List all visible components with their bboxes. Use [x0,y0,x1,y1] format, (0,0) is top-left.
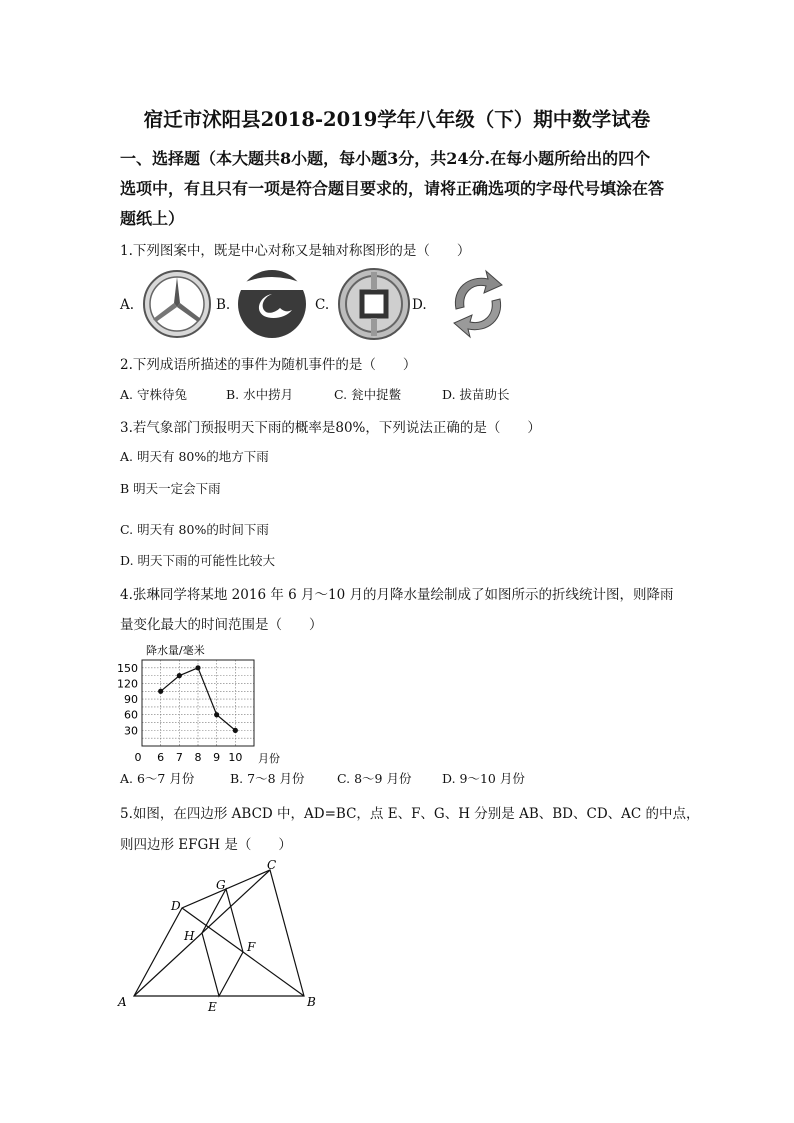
q3-option-b: B 明天一定会下雨 [120,481,221,496]
q1-option-a-label: A. [120,297,135,313]
origin-label: 0 [134,751,142,764]
data-point [233,728,238,733]
data-point [214,712,219,717]
y-tick-label: 60 [124,708,138,722]
vertex-label-h: H [184,929,195,943]
q4-option-b: B. 7～8 月份 [230,771,305,786]
question-5-stem-line2: 则四边形 EFGH 是（ ） [120,837,292,853]
question-4-stem-line1: 4.张琳同学将某地 2016 年 6 月～10 月的月降水量绘制成了如图所示的折线统计图，则降雨 [120,587,674,603]
rainfall-line-chart [110,638,300,763]
vertex-label-a: A [118,995,127,1009]
x-tick-label: 6 [157,751,165,764]
q2-option-b: B. 水中捞月 [226,387,294,402]
x-axis-title: 月份 [258,752,280,765]
section-heading-line2: 选项中，有且只有一项是符合题目要求的，请将正确选项的字母代号填涂在答 [120,179,665,198]
vertex-label-b: B [307,995,316,1009]
vertex-label-d: D [171,899,181,913]
x-tick-label: 8 [194,751,202,764]
vertex-label-g: G [216,878,226,892]
section-heading-line3: 题纸上） [120,209,185,228]
recycle-arrows-icon [438,267,518,341]
q1-option-d-label: D. [412,297,427,313]
page-title: 宿迁市沭阳县2018-2019学年八年级（下）期中数学试卷 [143,108,651,131]
data-point [195,665,200,670]
question-4-stem-line2: 量变化最大的时间范围是（ ） [120,617,323,633]
y-tick-label: 150 [117,661,138,675]
q1-option-c-label: C. [315,297,330,313]
q2-option-d: D. 拔苗助长 [442,387,510,402]
vertex-label-e: E [208,1000,217,1014]
q2-option-c: C. 瓮中捉鳖 [334,387,402,402]
q3-option-a: A. 明天有 80%的地方下雨 [120,449,269,464]
y-axis-title: 降水量/毫米 [146,644,205,657]
y-tick-label: 30 [124,724,138,738]
q4-option-c: C. 8～9 月份 [337,771,412,786]
q3-option-c: C. 明天有 80%的时间下雨 [120,522,269,537]
question-2-stem: 2.下列成语所描述的事件为随机事件的是（ ） [120,357,417,373]
water-drop-logo-icon [236,268,308,340]
y-tick-label: 120 [117,677,138,691]
question-5-stem-line1: 5.如图，在四边形 ABCD 中，AD=BC，点 E、F、G、H 分别是 AB、BD、CD、AC 的中点， [120,806,700,822]
x-tick-label: 9 [213,751,221,764]
ancient-coin-icon [336,266,412,342]
x-tick-label: 7 [175,751,183,764]
vertex-label-f: F [247,940,256,954]
data-point [158,689,163,694]
x-tick-label: 10 [228,751,243,764]
question-3-stem: 3.若气象部门预报明天下雨的概率是80%，下列说法正确的是（ ） [120,420,541,436]
quadrilateral-figure [110,860,330,1020]
data-point [177,673,182,678]
q4-option-a: A. 6～7 月份 [120,771,195,786]
q2-option-a: A. 守株待兔 [120,387,187,402]
y-tick-label: 90 [124,693,138,707]
q1-option-b-label: B. [216,297,231,313]
mercedes-star-icon [140,267,214,341]
question-1-stem: 1.下列图案中，既是中心对称又是轴对称图形的是（ ） [120,243,471,259]
q4-option-d: D. 9～10 月份 [442,771,525,786]
section-heading-line1: 一、选择题（本大题共8小题，每小题3分，共24分.在每小题所给出的四个 [120,149,651,168]
vertex-label-c: C [267,858,277,872]
q3-option-d: D. 明天下雨的可能性比较大 [120,553,276,568]
